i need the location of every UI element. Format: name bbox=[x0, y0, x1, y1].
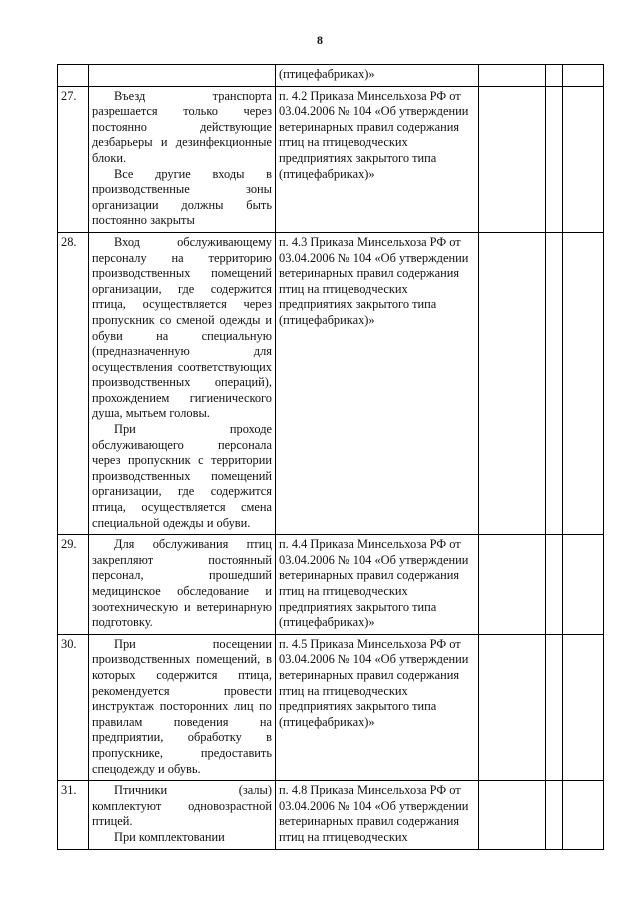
row-number-cell bbox=[58, 65, 89, 87]
source-cell bbox=[276, 535, 479, 635]
row-number: 27. bbox=[58, 86, 89, 232]
empty-cell bbox=[479, 634, 546, 780]
source-cell bbox=[276, 232, 479, 534]
empty-cell bbox=[563, 232, 604, 534]
requirement-cell bbox=[89, 634, 276, 780]
row-number: 30. bbox=[58, 634, 89, 780]
source-cell bbox=[276, 86, 479, 232]
empty-cell bbox=[479, 65, 546, 87]
empty-cell bbox=[563, 65, 604, 87]
empty-cell bbox=[479, 781, 546, 849]
requirement-paragraph: Все другие входы в производственные зоны организации должны быть постоянно закрыты bbox=[92, 166, 272, 228]
source-text: п. 4.4 Приказа Минсельхоза РФ от 03.04.2006 № 104 «Об утверждении ветеринарных правил содержания птиц на птицеводческих предприятиях закрытого типа (птицефабриках)» bbox=[279, 537, 469, 630]
empty-cell bbox=[563, 535, 604, 635]
empty-cell bbox=[546, 781, 563, 849]
empty-cell bbox=[546, 86, 563, 232]
requirement-paragraph: Вход обслуживающему персоналу на территорию производственных помещений организации, где содержится птица, осуществляется через пропускник со сменой одежды и обуви на специальную (предназначенную для осуществления соответствующих производственных операций), прохождением гигиенического душа, мытьем головы. bbox=[92, 234, 272, 421]
requirement-cell bbox=[89, 86, 276, 232]
table-row bbox=[58, 634, 604, 780]
table-row-continued bbox=[58, 65, 604, 87]
empty-cell bbox=[546, 535, 563, 635]
source-text: п. 4.2 Приказа Минсельхоза РФ от 03.04.2006 № 104 «Об утверждении ветеринарных правил содержания птиц на птицеводческих предприятиях закрытого типа (птицефабриках)» bbox=[279, 88, 469, 181]
source-cell bbox=[276, 781, 479, 849]
empty-cell bbox=[479, 86, 546, 232]
row-number: 29. bbox=[58, 535, 89, 635]
empty-cell bbox=[563, 86, 604, 232]
requirement-paragraph: При проходе обслуживающего персонала через пропускник с территории производственных помещений организации, где содержится птица, осуществляется смена специальной одежды и обуви. bbox=[92, 422, 272, 530]
requirement-paragraph: Въезд транспорта разрешается только через постоянно действующие дезбарьеры и дезинфекционные блоки. bbox=[92, 88, 272, 165]
empty-cell bbox=[563, 634, 604, 780]
requirement-cell bbox=[89, 232, 276, 534]
requirements-table bbox=[57, 64, 604, 850]
empty-cell bbox=[546, 232, 563, 534]
table-row bbox=[58, 86, 604, 232]
requirement-paragraph: Птичники (залы) комплектуют одновозрастной птицей. bbox=[92, 783, 272, 829]
table-row bbox=[58, 232, 604, 534]
table-row bbox=[58, 535, 604, 635]
table-row bbox=[58, 781, 604, 849]
empty-cell bbox=[479, 535, 546, 635]
empty-cell bbox=[546, 65, 563, 87]
source-cell bbox=[276, 65, 479, 87]
source-text: п. 4.5 Приказа Минсельхоза РФ от 03.04.2006 № 104 «Об утверждении ветеринарных правил содержания птиц на птицеводческих предприятиях закрытого типа (птицефабриках)» bbox=[279, 636, 469, 729]
page-number: 8 bbox=[317, 33, 323, 47]
source-cell bbox=[276, 634, 479, 780]
requirement-paragraph: Для обслуживания птиц закрепляют постоянный персонал, прошедший медицинское обследование и зоотехническую и ветеринарную подготовку. bbox=[92, 537, 272, 630]
row-number: 28. bbox=[58, 232, 89, 534]
requirement-cell bbox=[89, 535, 276, 635]
requirement-paragraph: При посещении производственных помещений, в которых содержится птица, рекомендуется провести инструктаж посторонних лиц по правилам поведения на предприятии, обработку в пропускнике, предоставить спецодежду и обувь. bbox=[92, 636, 272, 776]
requirement-paragraph: При комплектовании bbox=[114, 829, 225, 844]
requirement-cell bbox=[89, 781, 276, 849]
empty-cell bbox=[479, 232, 546, 534]
source-text: (птицефабриках)» bbox=[279, 67, 375, 81]
requirement-cell bbox=[89, 65, 276, 87]
source-text: п. 4.3 Приказа Минсельхоза РФ от 03.04.2006 № 104 «Об утверждении ветеринарных правил содержания птиц на птицеводческих предприятиях закрытого типа (птицефабриках)» bbox=[279, 234, 469, 327]
source-text: п. 4.8 Приказа Минсельхоза РФ от 03.04.2006 № 104 «Об утверждении ветеринарных правил содержания птиц на птицеводческих bbox=[279, 783, 469, 844]
empty-cell bbox=[546, 634, 563, 780]
row-number: 31. bbox=[58, 781, 89, 849]
empty-cell bbox=[563, 781, 604, 849]
